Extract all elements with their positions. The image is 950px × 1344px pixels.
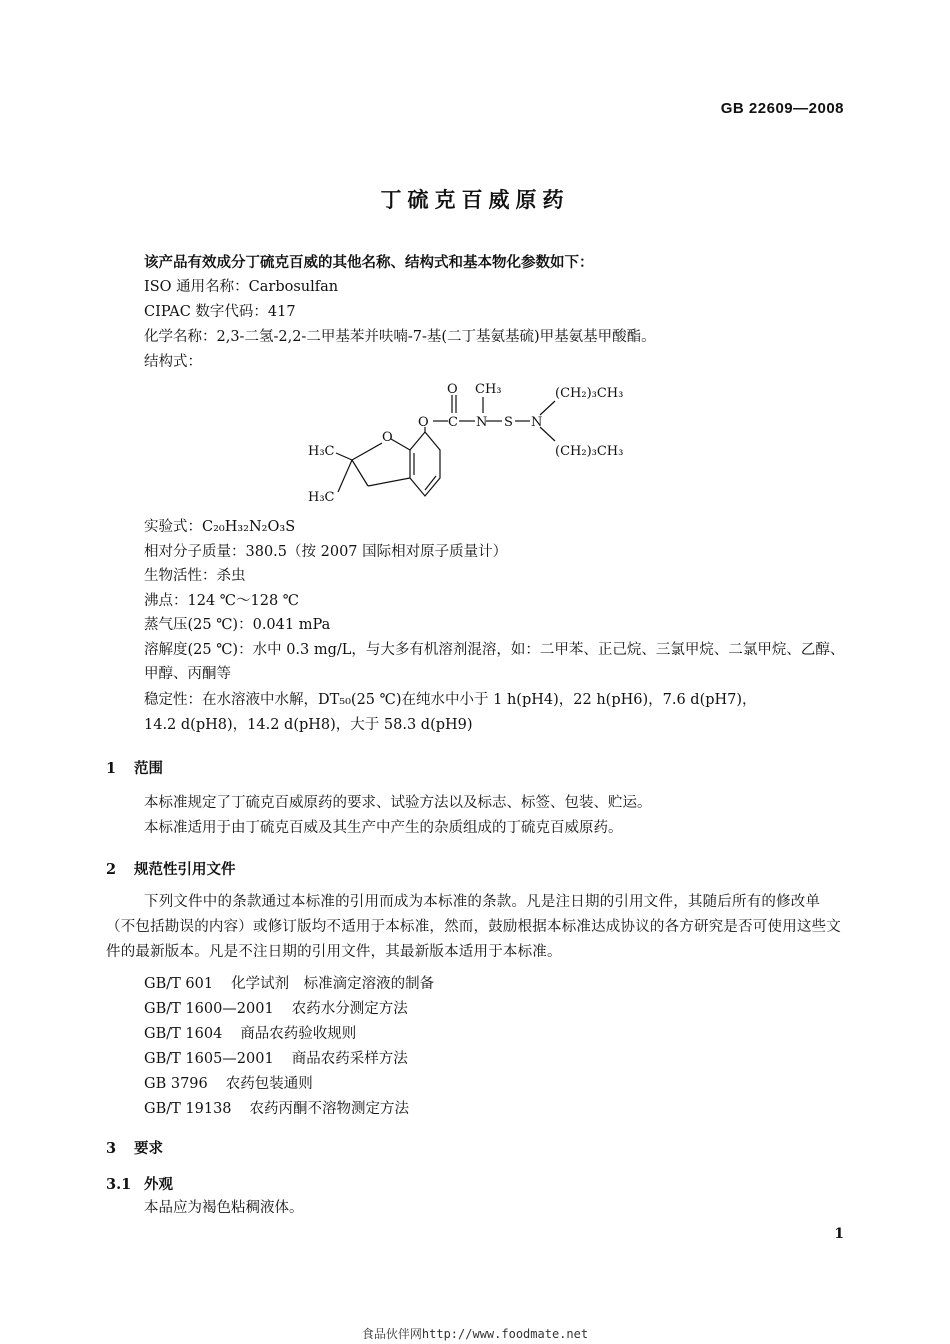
section-1-heading: 1 范围	[106, 760, 163, 777]
section-3-1-para: 本品应为褐色粘稠液体。	[144, 1200, 304, 1216]
vapor-pressure: 蒸气压(25 ℃)：0.041 mPa	[144, 617, 331, 633]
reference-item: GB/T 601 化学试剂 标准滴定溶液的制备	[144, 976, 435, 992]
section-3-heading: 3 要求	[106, 1140, 163, 1157]
methyl-bottom: H₃C	[308, 490, 335, 505]
solubility: 溶解度(25 ℃)：水中 0.3 mg/L，与大多有机溶剂混溶，如：二甲苯、正己烷、三氯甲烷、二氯甲烷、乙醇、甲醇、丙酮等	[144, 642, 845, 682]
formula-label: 实验式：	[144, 519, 202, 535]
ring-bond	[391, 439, 410, 450]
reference-item: GB/T 19138 农药丙酮不溶物测定方法	[144, 1101, 410, 1117]
reference-item: GB 3796 农药包装通则	[144, 1076, 313, 1092]
boiling-point: 沸点：124 ℃～128 ℃	[144, 593, 300, 609]
structure-label: 结构式：	[144, 354, 202, 370]
ring-oxygen: O	[382, 430, 393, 445]
n-methyl: CH₃	[475, 382, 502, 397]
molecular-weight: 相对分子质量：380.5（按 2007 国际相对原子质量计）	[144, 544, 508, 560]
section-2-para-1: 下列文件中的条款通过本标准的引用而成为本标准的条款。凡是注日期的引用文件，其随后所有的修改单（不包括勘误的内容）或修订版均不适用于本标准，然而，鼓励根据本标准达成协议的各方研究是否可使用这些文件的最新版本。凡是不注日期的引用文件，其最新版本适用于本标准。	[106, 894, 841, 960]
reference-item: GB/T 1600—2001 农药水分测定方法	[144, 1001, 408, 1017]
footer-watermark: 食品伙伴网http://www.foodmate.net	[361, 1327, 589, 1341]
stability-line-2: 14.2 d(pH8)，14.2 d(pH8)，大于 58.3 d(pH9)	[144, 717, 473, 733]
page-number: 1	[834, 1226, 844, 1242]
reference-item: GB/T 1605—2001 商品农药采样方法	[144, 1051, 408, 1067]
methyl-top: H₃C	[308, 444, 335, 459]
carbamate-nitrogen: N	[476, 415, 488, 430]
sulfur: S	[504, 415, 513, 430]
page-title: 丁硫克百威原药	[380, 187, 570, 212]
intro-lead: 该产品有效成分丁硫克百威的其他名称、结构式和基本物化参数如下：	[144, 254, 594, 271]
molecular-formula: C₂₀H₃₂N₂O₃S	[202, 519, 296, 535]
bioactivity: 生物活性：杀虫	[144, 568, 246, 584]
carbonyl-oxygen: O	[447, 382, 458, 397]
ester-oxygen: O	[418, 415, 429, 430]
stability-line-1: 稳定性：在水溶液中水解，DT₅₀(25 ℃)在纯水中小于 1 h(pH4)，22 h(pH6)，7.6 d(pH7)，	[144, 692, 757, 708]
formula-line	[144, 517, 295, 537]
section-1-para-2: 本标准适用于由丁硫克百威及其生产中产生的杂质组成的丁硫克百威原药。	[144, 820, 623, 836]
standard-number: GB 22609—2008	[720, 100, 844, 117]
reference-item: GB/T 1604 商品农药验收规则	[144, 1026, 357, 1042]
carbonyl-carbon: C	[448, 415, 458, 430]
amine-nitrogen: N	[531, 415, 543, 430]
structural-formula	[300, 375, 660, 510]
cipac-code: CIPAC 数字代码：417	[144, 304, 296, 320]
section-3-1-heading: 3.1 外观	[106, 1176, 173, 1193]
section-1-para-1: 本标准规定了丁硫克百威原药的要求、试验方法以及标志、标签、包装、贮运。	[144, 795, 652, 811]
butyl-chain-top: (CH₂)₃CH₃	[555, 386, 624, 401]
section-2-heading: 2 规范性引用文件	[106, 861, 236, 878]
butyl-chain-bottom: (CH₂)₃CH₃	[555, 444, 624, 459]
iso-name: ISO 通用名称：Carbosulfan	[144, 279, 339, 295]
chemical-name: 化学名称：2,3-二氢-2,2-二甲基苯并呋喃-7-基(二丁基氨基硫)甲基氨基甲酸酯。	[144, 329, 656, 345]
